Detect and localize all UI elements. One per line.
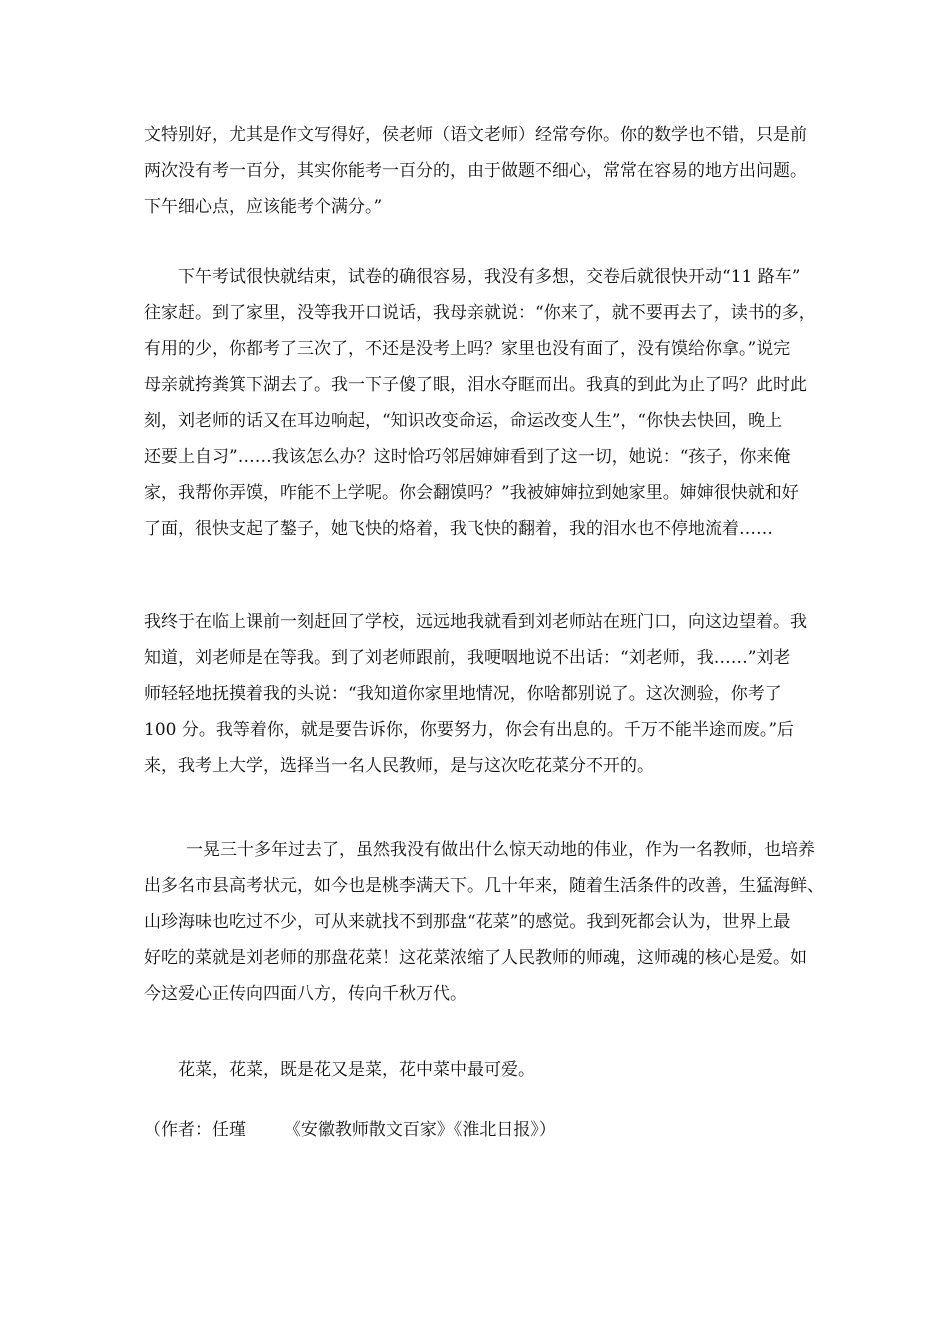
text-line: 我终于在临上课前一刻赶回了学校，远远地我就看到刘老师站在班门口，向这边望着。我 <box>144 612 807 632</box>
paragraph-1 <box>144 117 814 225</box>
text-line: 今这爱心正传向四面八方，传向千秋万代。 <box>144 984 467 1004</box>
text-line: 往家赶。到了家里，没等我开口说话，我母亲就说：“你来了，就不要再去了，读书的多， <box>144 303 816 323</box>
text-line: 来，我考上大学，选择当一名人民教师，是与这次吃花菜分不开的。 <box>144 756 654 776</box>
text-line: 山珍海味也吃过不少，可从来就找不到那盘“花菜”的感觉。我到死都会认为，世界上最 <box>144 912 791 932</box>
paragraph-2 <box>144 259 814 547</box>
text-line: 下午细心点，应该能考个满分。” <box>144 197 383 217</box>
text-line: 一晃三十多年过去了，虽然我没有做出什么惊天动地的伟业，作为一名教师，也培养 <box>186 840 815 860</box>
text-line: 文特别好，尤其是作文写得好，侯老师（语文老师）经常夸你。你的数学也不错，只是前 <box>144 125 807 145</box>
text-line: 家，我帮你弄馍，咋能不上学呢。你会翻馍吗？”我被婶婶拉到她家里。婶婶很快就和好 <box>144 483 799 503</box>
text-line: 刻，刘老师的话又在耳边响起，“知识改变命运，命运改变人生”，“你快去快回，晚上 <box>144 411 783 431</box>
text-line: 了面，很快支起了鏊子，她飞快的烙着，我飞快的翻着，我的泪水也不停地流着…… <box>144 519 773 539</box>
text-line: 母亲就挎粪箕下湖去了。我一下子傻了眼，泪水夺眶而出。我真的到此为止了吗？此时此 <box>144 375 807 395</box>
text-line: 花菜，花菜，既是花又是菜，花中菜中最可爱。 <box>178 1060 535 1080</box>
text-line: 两次没有考一百分，其实你能考一百分的，由于做题不细心，常常在容易的地方出问题。 <box>144 161 807 181</box>
text-line: 出多名市县高考状元，如今也是桃李满天下。几十年来，随着生活条件的改善，生猛海鲜、 <box>144 876 824 896</box>
text-line: 师轻轻地抚摸着我的头说：“我知道你家里地情况，你啥都别说了。这次测验，你考了 <box>144 684 782 704</box>
paragraph-3 <box>144 604 814 784</box>
text-line: 知道，刘老师是在等我。到了刘老师跟前，我哽咽地说不出话：“刘老师，我……”刘老 <box>144 648 791 668</box>
text-line: 好吃的菜就是刘老师的那盘花菜！这花菜浓缩了人民教师的师魂，这师魂的核心是爱。如 <box>144 948 807 968</box>
author-byline: （作者：任瑾 《安徽教师散文百家》《淮北日报》） <box>144 1120 556 1140</box>
text-line: 下午考试很快就结束，试卷的确很容易，我没有多想，交卷后就很快开动“11 路车” <box>178 267 801 287</box>
paragraph-5 <box>144 1052 814 1088</box>
text-line: 100 分。我等着你，就是要告诉你，你要努力，你会有出息的。千万不能半途而废。”后 <box>144 720 795 740</box>
text-line: 有用的少，你都考了三次了，不还是没考上吗？家里也没有面了，没有馍给你拿。”说完 <box>144 339 791 359</box>
paragraph-4 <box>144 832 824 1012</box>
text-line: 还要上自习”……我该怎么办？这时恰巧邻居婶婶看到了这一切，她说：“孩子，你来俺 <box>144 447 791 467</box>
